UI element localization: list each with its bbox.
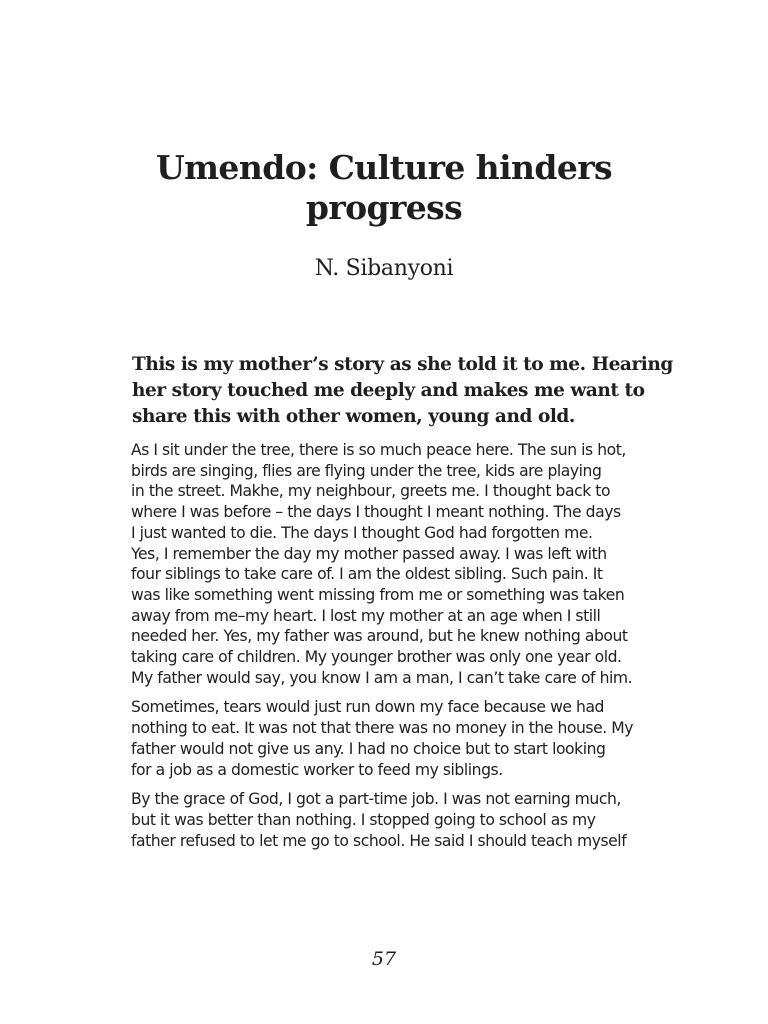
intro-line: This is my mother’s story as she told it to me. Hearing [132,354,673,375]
body-line: but it was better than nothing. I stopped going to school as my [131,810,596,829]
intro-line: her story touched me deeply and makes me want to [132,380,645,401]
body-line: Yes, I remember the day my mother passed away. I was left with [131,544,607,563]
body-line: for a job as a domestic worker to feed my siblings. [131,760,503,779]
body-line: away from me–my heart. I lost my mother at an age when I still [131,606,601,625]
body-paragraph [131,789,711,851]
body-line: where I was before – the days I thought I meant nothing. The days [131,503,621,522]
body-line: nothing to eat. It was not that there was no money in the house. My [131,719,634,738]
chapter-title-line: Umendo: Culture hinders [155,148,613,187]
page-number: 57 [371,948,397,970]
intro-paragraph [132,352,692,430]
body-line: Sometimes, tears would just run down my face because we had [131,698,605,717]
body-paragraph [131,440,711,688]
body-line: I just wanted to die. The days I thought God had forgotten me. [131,523,593,542]
body-line: father would not give us any. I had no choice but to start looking [131,739,606,758]
chapter-title-line: progress [305,188,463,227]
author-name: N. Sibanyoni [314,256,454,281]
body-line: needed her. Yes, my father was around, but he knew nothing about [131,627,628,646]
body-line: four siblings to take care of. I am the oldest sibling. Such pain. It [131,565,603,584]
body-line: taking care of children. My younger brother was only one year old. [131,648,622,667]
intro-line: share this with other women, young and old. [132,406,575,427]
chapter-title [0,148,768,228]
body-paragraph [131,697,711,780]
body-line: My father would say, you know I am a man, I can’t take care of him. [131,668,633,687]
body-line: was like something went missing from me or something was taken [131,585,625,604]
body-line: birds are singing, flies are flying under the tree, kids are playing [131,461,602,480]
body-text [131,440,711,851]
body-line: father refused to let me go to school. He said I should teach myself [131,831,627,850]
body-line: in the street. Makhe, my neighbour, greets me. I thought back to [131,482,611,501]
body-line: By the grace of God, I got a part-time job. I was not earning much, [131,790,621,809]
body-line: As I sit under the tree, there is so much peace here. The sun is hot, [131,441,626,459]
